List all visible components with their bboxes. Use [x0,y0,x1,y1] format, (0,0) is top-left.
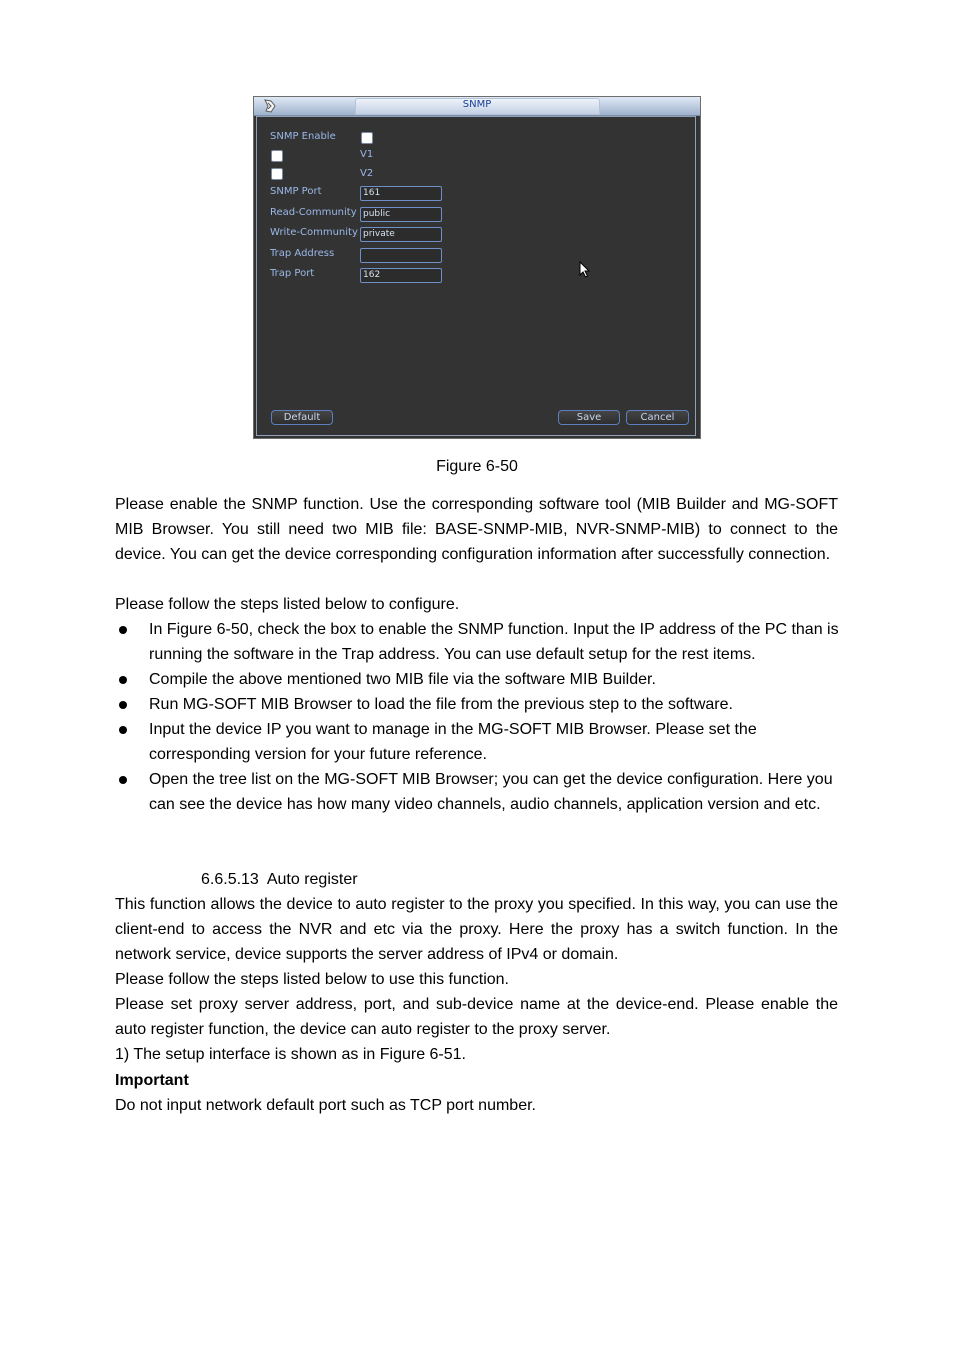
paragraph: Please enable the SNMP function. Use the corresponding software tool (MIB Builder and MG-SOFT MIB Browser. You still need two MIB file: BASE-SNMP-MIB, NVR-SNMP-MIB) to connect to the device. You can get the device corresponding configuration information after successfully connection. [115,496,838,563]
list-item-text: Input the device IP you want to manage in the MG-SOFT MIB Browser. Please set the corresponding version for your future reference. [149,721,757,763]
paragraph: Please follow the steps listed below to use this function. [115,971,509,988]
trap-port-input[interactable]: 162 [360,268,442,283]
figure-caption: Figure 6-50 [436,458,518,475]
snmp-port-input[interactable]: 161 [360,186,442,201]
paragraph: Do not input network default port such as TCP port number. [115,1097,536,1114]
list-item-text: In Figure 6-50, check the box to enable the SNMP function. Input the IP address of the PC than is running the software in the Trap address. You can use default setup for the rest items. [149,621,839,663]
dialog-body [256,116,696,436]
mouse-pointer-icon [579,261,591,279]
dialog-title: SNMP [462,99,492,110]
v2-label: V2 [360,168,374,179]
paragraph: Please set proxy server address, port, and sub-device name at the device-end. Please enable the auto register function, the device can auto register to the proxy server. [115,996,838,1038]
trap-address-input[interactable] [360,248,442,263]
bullet-icon [119,626,127,634]
section-title: Auto register [266,871,358,888]
read-community-input[interactable]: public [360,207,442,222]
snmp-dialog [253,96,701,439]
read-community-label: Read-Community [270,207,357,218]
bullet-icon [119,676,127,684]
dialog-title-bar [254,97,700,116]
paragraph: 1) The setup interface is shown as in Figure 6-51. [115,1046,466,1063]
v1-label: V1 [360,149,374,160]
default-button[interactable]: Default [271,410,333,425]
bullet-icon [119,701,127,709]
paragraph: Please follow the steps listed below to configure. [115,596,460,613]
snmp-enable-checkbox[interactable] [361,132,373,144]
write-community-label: Write-Community [270,227,358,238]
list-item-text: Open the tree list on the MG-SOFT MIB Browser; you can get the device configuration. Here you can see the device has how many video channels, audio channels, application version and etc. [149,771,833,813]
v2-checkbox[interactable] [271,168,283,180]
trap-address-label: Trap Address [270,248,335,259]
bullet-icon [119,726,127,734]
snmp-port-label: SNMP Port [270,186,322,197]
section-heading [201,870,358,890]
list-item-text: Run MG-SOFT MIB Browser to load the file from the previous step to the software. [149,696,733,713]
snmp-enable-label: SNMP Enable [270,131,336,142]
important-label: Important [115,1072,189,1089]
section-number: 6.6.5.13 [201,871,259,888]
bullet-icon [119,776,127,784]
save-button[interactable]: Save [558,410,620,425]
paragraph: This function allows the device to auto register to the proxy you specified. In this way, you can use the client-end to access the NVR and etc via the proxy. Here the proxy has a switch function. In the network service, device supports the server address of IPv4 or domain. [115,896,838,963]
trap-port-label: Trap Port [270,268,315,279]
list-item-text: Compile the above mentioned two MIB file via the software MIB Builder. [149,671,656,688]
write-community-input[interactable]: private [360,227,442,242]
v1-checkbox[interactable] [271,150,283,162]
cancel-button[interactable]: Cancel [626,410,689,425]
